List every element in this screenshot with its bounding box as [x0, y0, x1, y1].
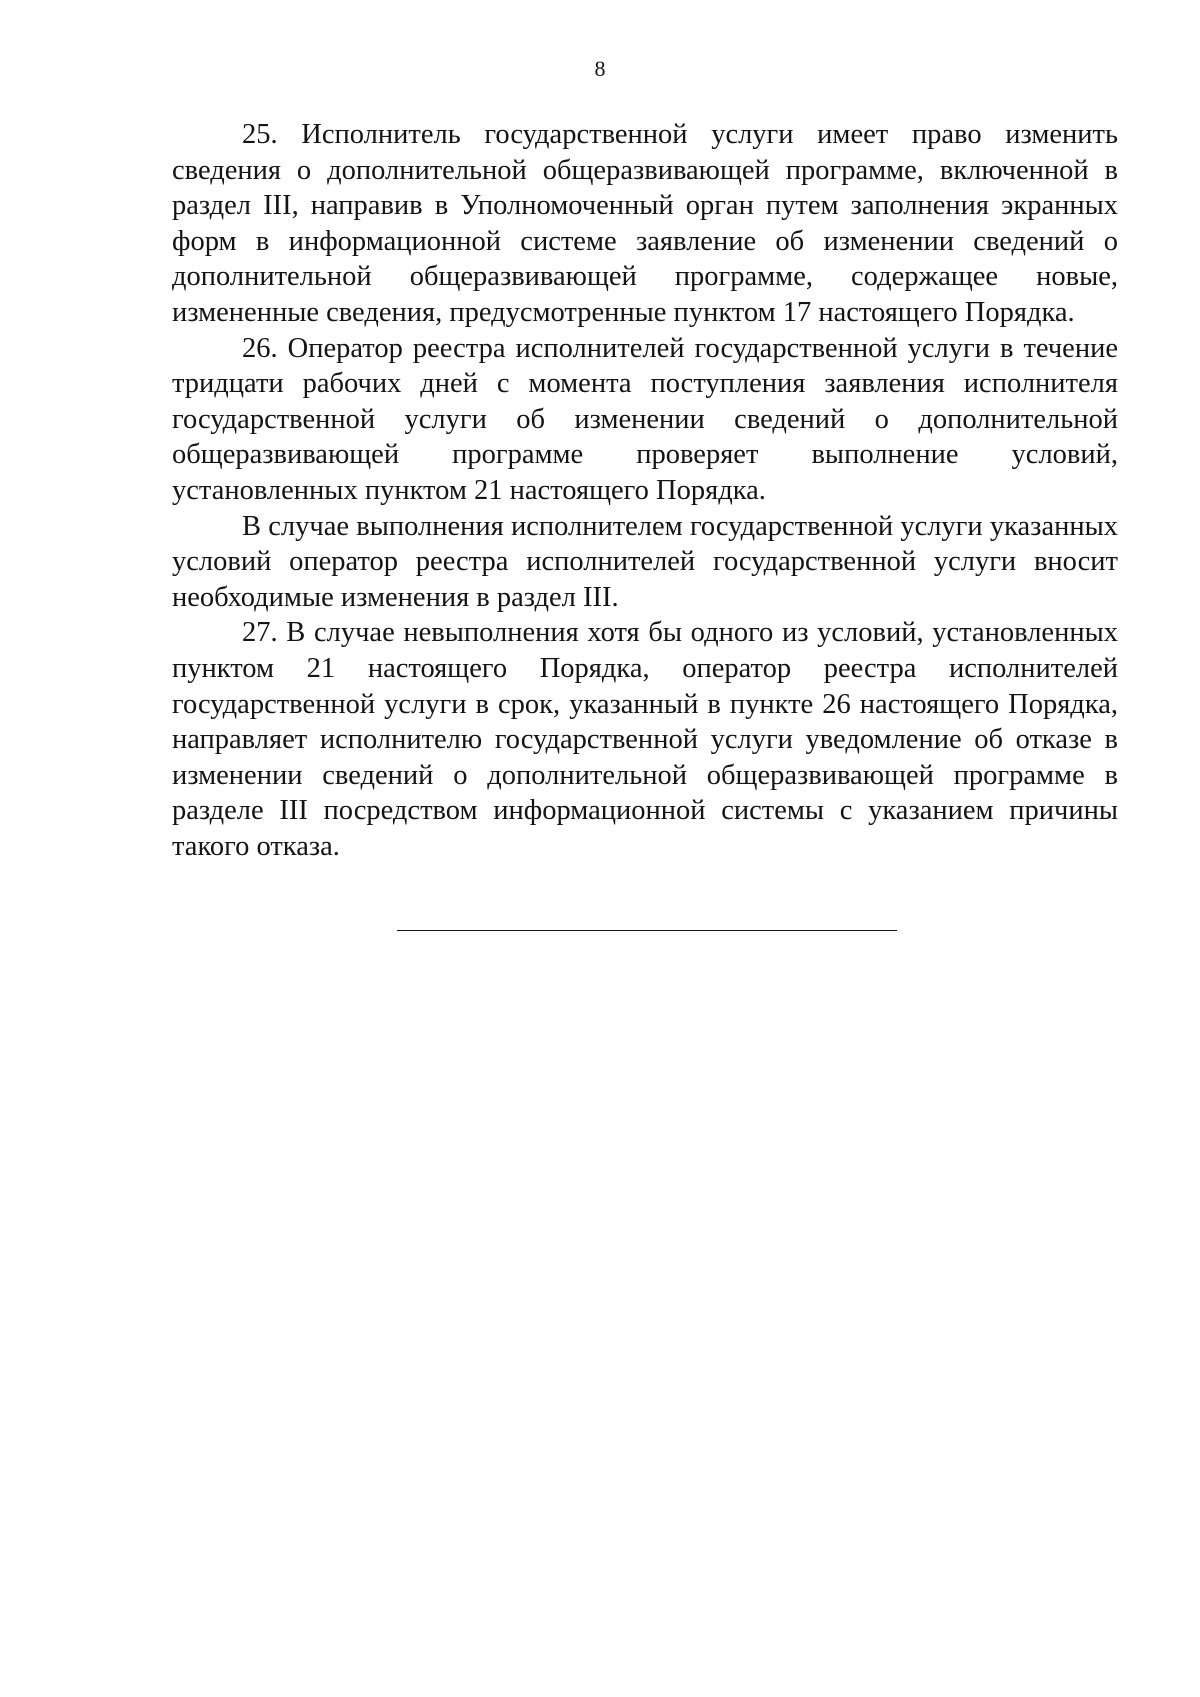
- paragraph-25: 25. Исполнитель государственной услуги имеет право изменить сведения о дополнительной общеразвивающей программе, включенной в раздел III, направив в Уполномоченный орган путем заполнения экранных форм в информационной системе заявление об изменении сведений о дополнительной общеразвивающей программе, содержащее новые, измененные сведения, предусмотренные пунктом 17 настоящего Порядка.: [172, 119, 1118, 328]
- paragraph-27: 27. В случае невыполнения хотя бы одного из условий, установленных пунктом 21 настоящего Порядка, оператор реестра исполнителей государственной услуги в срок, указанный в пункте 26 настоящего Порядка, направляет исполнителю государственной услуги уведомление об отказе в изменении сведений о дополнительной общеразвивающей программе в разделе III посредством информационной системы с указанием причины такого отказа.: [172, 617, 1118, 862]
- document-body: [172, 117, 1118, 864]
- paragraph-26: 26. Оператор реестра исполнителей государственной услуги в течение тридцати рабочих дней с момента поступления заявления исполнителя государственной услуги об изменении сведений о дополнительной общеразвивающей программе проверяет выполнение условий, установленных пунктом 21 настоящего Порядка.: [172, 332, 1118, 506]
- end-separator-line: [397, 930, 897, 931]
- paragraph-26-continuation: В случае выполнения исполнителем государственной услуги указанных условий оператор реестра исполнителей государственной услуги вносит необходимые изменения в раздел III.: [172, 510, 1118, 613]
- page-number: 8: [594, 56, 606, 81]
